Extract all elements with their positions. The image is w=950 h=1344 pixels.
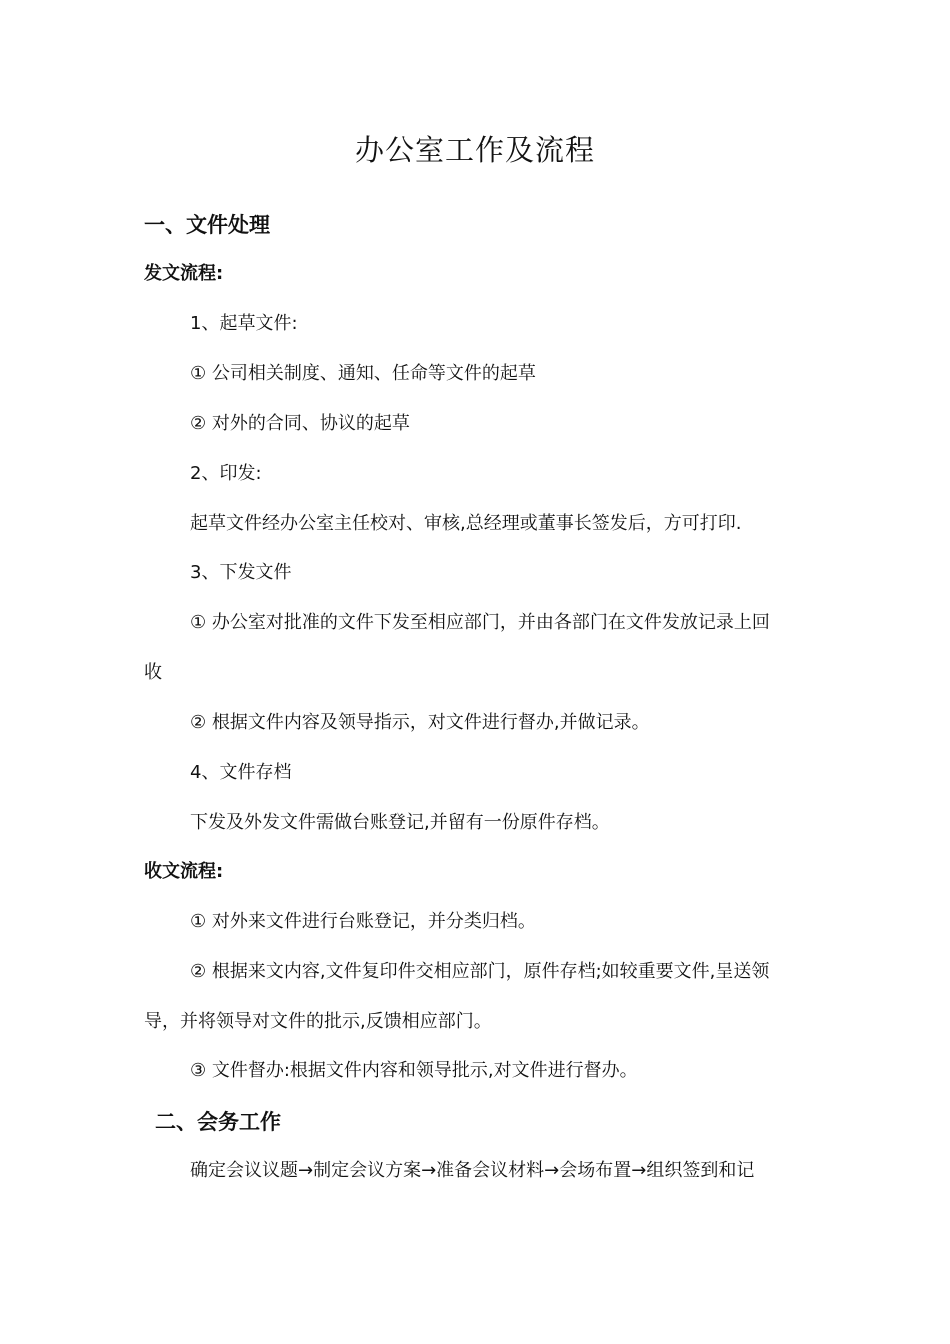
- paragraph-line: 3、下发文件: [190, 562, 292, 583]
- section-heading-file-processing: 一、文件处理: [144, 213, 270, 237]
- paragraph-line: ① 办公室对批准的文件下发至相应部门，并由各部门在文件发放记录上回: [190, 612, 770, 633]
- section-heading-meeting-work: 二、会务工作: [155, 1110, 281, 1134]
- document-title: 办公室工作及流程: [354, 133, 595, 167]
- paragraph-line: 下发及外发文件需做台账登记,并留有一份原件存档。: [190, 812, 610, 833]
- paragraph-line: 确定会议议题→制定会议方案→准备会议材料→会场布置→组织签到和记: [190, 1160, 755, 1181]
- paragraph-line: ① 对外来文件进行台账登记，并分类归档。: [190, 911, 536, 932]
- subheading-incoming-process: 收文流程:: [144, 861, 224, 882]
- paragraph-line: 1、起草文件:: [190, 313, 298, 334]
- paragraph-line: ② 根据文件内容及领导指示，对文件进行督办,并做记录。: [190, 712, 650, 733]
- paragraph-line: 2、印发:: [190, 463, 262, 484]
- paragraph-line: ② 根据来文内容,文件复印件交相应部门，原件存档;如较重要文件,呈送领: [190, 961, 770, 982]
- subheading-outgoing-process: 发文流程:: [144, 263, 224, 284]
- paragraph-line: ① 公司相关制度、通知、任命等文件的起草: [190, 363, 536, 384]
- paragraph-line-continuation: 导，并将领导对文件的批示,反馈相应部门。: [144, 1011, 492, 1032]
- paragraph-line: ③ 文件督办:根据文件内容和领导批示,对文件进行督办。: [190, 1060, 638, 1081]
- paragraph-line: 4、文件存档: [190, 762, 292, 783]
- paragraph-line: 起草文件经办公室主任校对、审核,总经理或董事长签发后，方可打印.: [190, 513, 742, 534]
- paragraph-line-continuation: 收: [144, 662, 162, 683]
- paragraph-line: ② 对外的合同、协议的起草: [190, 413, 410, 434]
